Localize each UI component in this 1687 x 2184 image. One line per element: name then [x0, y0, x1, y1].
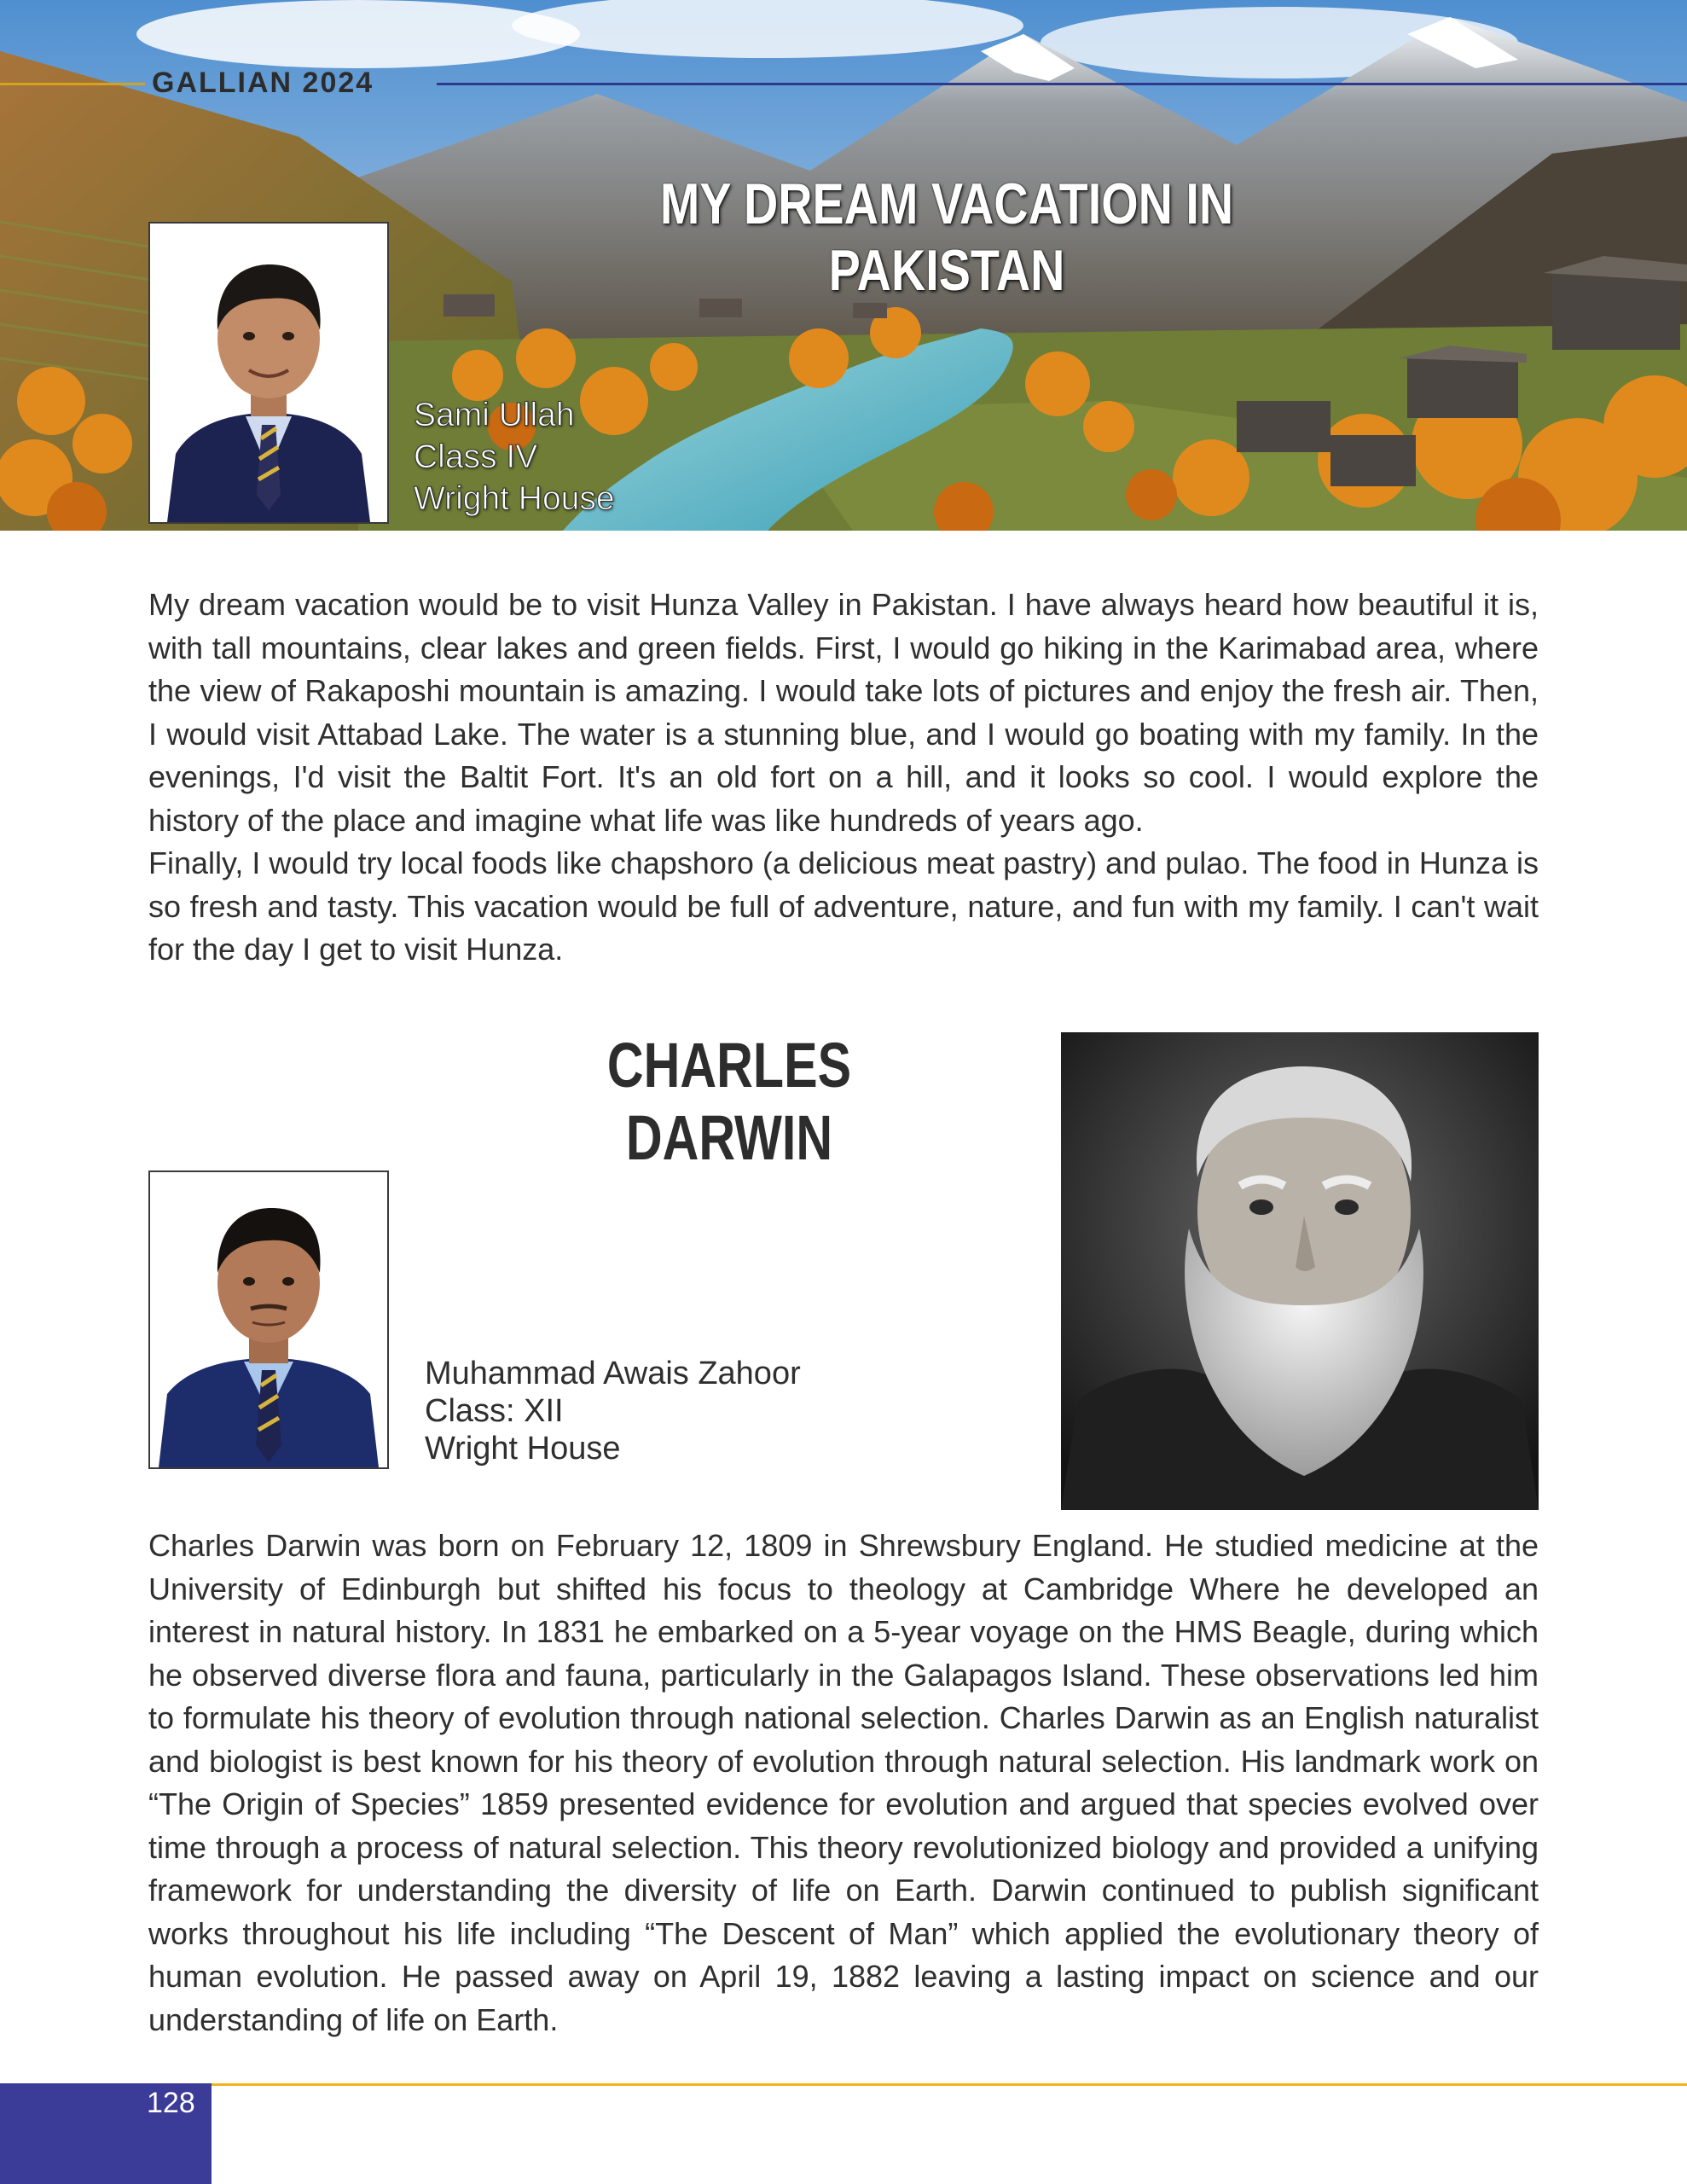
magazine-rule-left [0, 83, 145, 85]
magazine-rule-right [437, 83, 1687, 85]
page-number: 128 [147, 2087, 195, 2119]
author1-photo [148, 222, 389, 524]
student-portrait [150, 1172, 387, 1467]
author1-class: Class IV [414, 439, 538, 475]
author2-house: Wright House [425, 1431, 621, 1467]
author2-photo [148, 1170, 389, 1469]
article2-paragraph: Charles Darwin was born on February 12, 1809 in Shrewsbury England. He studied medicine at the University of Edinburgh but shifted his focus to theology at Cambridge Where he developed an interest in natural history. In 1831 he embarked on a 5-year voyage on the HMS Beagle, during which he observed diverse flora and fauna, particularly in the Galapagos Island. These observations led him to formulate his theory of evolution through national selection. Charles Darwin as an English naturalist and biologist is best known for his theory of evolution through natural selection. His landmark work on “The Origin of Species” 1859 presented evidence for evolution and argued that species evolved over time through a process of natural selection. This theory revolutionized biology and provided a unifying framework for understanding the diversity of life on Earth. Darwin continued to publish significant works throughout his life including “The Descent of Man” which applied the evolutionary theory of human evolution. He passed away on April 19, 1882 leaving a lasting impact on science and our understanding of life on Earth. [148, 1528, 1539, 2037]
article1-body [148, 584, 1539, 972]
article1-paragraph: My dream vacation would be to visit Hunza Valley in Pakistan. I have always heard how beautiful it is, with tall mountains, clear lakes and green fields. First, I would go hiking in the Karimabad area, where the view of Rakaposhi mountain is amazing. I would take lots of pictures and enjoy the fresh air. Then, I would visit Attabad Lake. The water is a stunning blue, and I would go boating with my family. In the evenings, I'd visit the Baltit Fort. It's an old fort on a hill, and it looks so cool. I would explore the history of the place and imagine what life was like hundreds of years ago. [148, 587, 1539, 838]
darwin-photo [1061, 1032, 1539, 1510]
magazine-name: GALLIAN 2024 [152, 67, 374, 99]
author1-house: Wright House [414, 480, 615, 517]
darwin-portrait [1061, 1032, 1539, 1510]
student-portrait [150, 224, 387, 522]
author1-credit [414, 394, 615, 520]
footer-rule [212, 2083, 1687, 2086]
author2-class: Class: XII [425, 1393, 564, 1429]
author1-name: Sami Ullah [414, 397, 575, 433]
article1-paragraph: Finally, I would try local foods like chapshoro (a delicious meat pastry) and pulao. The food in Hunza is so fresh and tasty. This vacation would be full of adventure, nature, and fun with my family. I can't wait for the day I get to visit Hunza. [148, 845, 1539, 967]
article2-body [148, 1525, 1539, 2042]
article1-title: MY DREAM VACATION IN PAKISTAN [659, 171, 1234, 303]
author2-name: Muhammad Awais Zahoor [425, 1356, 801, 1391]
article2-title: CHARLES DARWIN [606, 1030, 852, 1173]
author2-credit [425, 1355, 801, 1467]
hero-banner [0, 0, 1687, 531]
